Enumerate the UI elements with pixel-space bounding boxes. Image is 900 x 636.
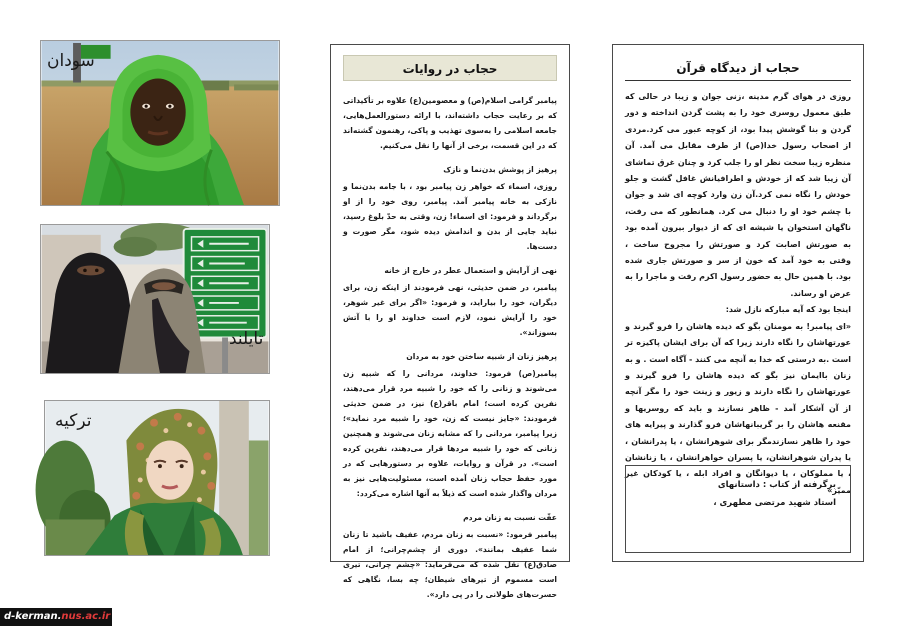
quran-panel-body xyxy=(625,89,851,499)
hadith-paragraph xyxy=(343,162,557,254)
hadith-panel xyxy=(330,44,570,599)
hadith-paragraph-text: پیامبر(ص) فرمود: خداوند، مردانی را که شبیه زن می‌شوند و زنانی را که خود را شبیه مرد قرار می‌دهند، نفرین کرده است؛ امام باقر(ع) نیز، در ضمن حدیثی فرمودند: «جایز نیست که زن، خود را شبیه مرد نماید»؛ زیرا پیامبر، مردانی را که مشابه زنان می‌شوند و همچنین زنانی که خود را شبیه مردها قرار می‌دهند، نفرین کرده است». در قرآن و روایات، علاوه بر دستورهایی که در مورد حفظ حجاب زنان آمده است، مسئولیت‌هایی نیز به مردان واگذار شده است که ذیلاً به آنها اشاره می‌کردد: xyxy=(343,369,557,498)
quran-paragraph: روزی در هوای گرم مدینه ،زنی جوان و زیبا در حالی که طبق معمول روسری خود را به پشت گردن انداخته و دور گردن و بنا گوشش پیدا بود، از کوچه عبور می کرد.مردی از اصحاب رسول خدا(ص) از طرف مقابل می آمد. آن منظره زیبا سخت نظر او را جلب کرد و چنان غرق تماشای آن زیبا شد که از خودش و اطرافیانش غافل گشت و جلو خودش را نگاه نمی کرد.آن زن وارد کوچه ای شد و جوان با چشم خود او را دنبال می کرد. همانطور که می رفت، ناگهان استخوان یا شیشه ای که از دیوار بیرون آمده بود به صورتش اصابت کرد و صورتش را مجروح ساخت ، وقتی به خود آمد که خون از سر و صورتش جاری شده بود. با همین حال به حضور رسول اکرم رفت و ماجرا را به عرض او رساند. xyxy=(625,92,851,298)
hadith-paragraph-text: پیامبر، در ضمن حدیثی، نهی فرمودند از اینکه زن، برای دیگران، خود را بیاراید، و فرمود: «اگر برای غیر شوهر، خود را آرایش نمود، لازم است خداوند او را با آتش بسوزاند». xyxy=(343,283,557,337)
source-line-author: استاد شهید مرتضی مطهری ، xyxy=(713,498,836,508)
source-line-book: برگرفته از کتاب : داستانهای xyxy=(717,480,836,490)
hadith-panel-body xyxy=(343,93,557,599)
photo-sudan xyxy=(40,40,280,206)
hadith-paragraph xyxy=(343,263,557,340)
site-domain-badge xyxy=(0,608,112,626)
quran-verse: «ای پیامبر! به مومنان بگو که دیده هاشان را فرو گیرند و عورتهاشان را نگاه دارند زیرا که آن برای ایشان پاکیزه تر است .به درستی که خدا به آنچه می کنند - آگاه است . و به زنان باایمان نیز بگو که دیده هاشان را فرو گیرند و عورتهاشان را نگاه دارند و زیور و زینت خود را مگر آنچه از آن آشکار آمد - ظاهر نسازند و باید که روسریها و مقنعه هاشان را بر گریبانهاشان فرو گذارند و پیرایه های خود را ظاهر نسازندمگر برای شوهرانشان ، یا پدرانشان ، یا پدران شوهرانشان، یا پسران خواهرانشان ، یا زنانشان ، یا مملوکان ، یا دیوانگان و افراد ابله ، یا کودکان غیر ممیّز» xyxy=(625,321,851,495)
quran-panel xyxy=(612,44,864,562)
photo-thailand xyxy=(40,224,270,374)
hadith-panel-title: حجاب در روایات xyxy=(343,55,557,81)
photo-thailand-image xyxy=(41,225,269,373)
source-box xyxy=(625,465,851,553)
site-domain-accent: nus.ac.ir xyxy=(61,611,111,622)
hadith-paragraph xyxy=(343,93,557,153)
hadith-paragraph-heading: عفّت نسبت به زنان مردم xyxy=(463,513,557,522)
quran-panel-title: حجاب از دیدگاه قرآن xyxy=(625,55,851,81)
hadith-paragraph-text: پیامبر فرمود: «نسبت به زنان مردم، عفیف باشید تا زنان شما عفیف بمانند». دوری از چشم‌چرانی؛ از امام صادق(ع) نقل شده که می‌فرماید: «چشم چرانی، تیری است مسموم از تیرهای شیطان؛ چه بسا، نگاهی که حسرت‌های طولانی را در پی دارد». xyxy=(343,530,557,599)
photo-label-thailand: تایلند xyxy=(229,329,264,349)
photo-label-turkey: ترکیه xyxy=(55,411,92,431)
hadith-paragraph-text: پیامبر گرامی اسلام(ص) و معصومین(ع) علاوه بر تأکیداتی که بر رعایت حجاب داشته‌اند، با ارائه دستورالعمل‌هایی، جامعه اسلامی را به‌سوی تهذیب و پاکی، رهنمون گشته‌اند که در این قسمت، برخی از آنها را نقل می‌کنیم. xyxy=(343,96,557,150)
hadith-paragraph xyxy=(343,510,557,602)
quran-paragraph: اینجا بود که آیه مبارکه نازل شد: xyxy=(725,305,851,315)
hadith-paragraph xyxy=(343,349,557,501)
photo-turkey xyxy=(44,400,270,556)
hadith-paragraph-heading: نهی از آرایش و استعمال عطر در خارج از خانه xyxy=(384,266,557,275)
photo-label-sudan: سودان xyxy=(47,51,95,71)
site-domain-main: d-kerman. xyxy=(4,611,62,622)
hadith-paragraph-heading: پرهیز زنان از شبیه ساختن خود به مردان xyxy=(406,352,557,361)
hadith-paragraph-text: روزی، اسماء که خواهر زن پیامبر بود ، با جامه بدن‌نما و نازکی به خانه پیامبر آمد. پیامبر، روی خود را از او برگرداند و فرمود: ای اسماء! زن، وقتی به حدّ بلوغ رسید، نباید جایی از بدن و اندامش دیده شود، مگر صورت و دست‌ها. xyxy=(343,182,557,251)
hadith-paragraph-heading: پرهیز از پوشش بدن‌نما و نازک xyxy=(443,165,557,174)
